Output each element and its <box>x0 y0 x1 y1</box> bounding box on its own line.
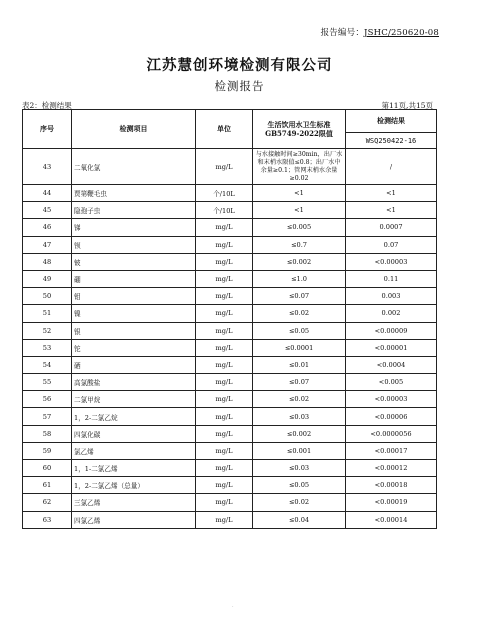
row-result: <0.005 <box>346 374 437 391</box>
row-standard: ≤0.01 <box>253 356 346 373</box>
row-index: 56 <box>23 391 72 408</box>
row-unit: mg/L <box>196 425 253 442</box>
table-row <box>23 356 437 373</box>
row-standard: ≤0.05 <box>253 477 346 494</box>
row-index: 60 <box>23 460 72 477</box>
row-index: 63 <box>23 511 72 528</box>
row-unit: mg/L <box>196 288 253 305</box>
row-result: <1 <box>346 202 437 219</box>
row-result: <0.00012 <box>346 460 437 477</box>
row-unit: 个/10L <box>196 202 253 219</box>
document-title: 检测报告 <box>214 79 265 93</box>
row-unit: mg/L <box>196 149 253 185</box>
row-result: / <box>346 149 437 185</box>
row-result: 0.07 <box>346 236 437 253</box>
row-item: 四氯乙烯 <box>72 511 196 528</box>
row-item: 1，2-二氯乙烯（总量） <box>72 477 196 494</box>
results-body <box>23 149 437 529</box>
row-item: 隐孢子虫 <box>72 202 196 219</box>
row-standard: ≤0.05 <box>253 322 346 339</box>
row-result: 0.003 <box>346 288 437 305</box>
row-item: 镍 <box>72 305 196 322</box>
row-standard: 与水接触时间≥30min，出厂水和末梢水限值≤0.8；出厂水中余量≥0.1；管网末梢水余量≥0.02 <box>253 149 346 185</box>
report-number-label: 报告编号： <box>320 28 365 38</box>
row-index: 55 <box>23 374 72 391</box>
header-item: 检测项目 <box>72 110 196 149</box>
row-result: <0.00006 <box>346 408 437 425</box>
row-index: 53 <box>23 339 72 356</box>
row-item: 二氧化氯 <box>72 149 196 185</box>
row-unit: mg/L <box>196 305 253 322</box>
row-index: 58 <box>23 425 72 442</box>
row-standard: ≤1.0 <box>253 270 346 287</box>
row-standard: ≤0.002 <box>253 253 346 270</box>
row-standard: ≤0.03 <box>253 460 346 477</box>
row-index: 51 <box>23 305 72 322</box>
table-row <box>23 236 437 253</box>
row-item: 四氯化碳 <box>72 425 196 442</box>
row-unit: mg/L <box>196 236 253 253</box>
row-unit: 个/10L <box>196 185 253 202</box>
header-standard-text: 生活饮用水卫生标准 GB5749-2022限值 <box>265 120 333 138</box>
row-result: <0.00019 <box>346 494 437 511</box>
row-index: 52 <box>23 322 72 339</box>
row-result: 0.11 <box>346 270 437 287</box>
table-row <box>23 477 437 494</box>
row-result: <0.0000056 <box>346 425 437 442</box>
row-standard: ≤0.03 <box>253 408 346 425</box>
row-item: 1，2-二氯乙烷 <box>72 408 196 425</box>
table-label: 表2：检测结果 <box>22 101 72 110</box>
row-result: <0.00003 <box>346 253 437 270</box>
row-result: 0.002 <box>346 305 437 322</box>
table-row <box>23 202 437 219</box>
table-row <box>23 219 437 236</box>
row-unit: mg/L <box>196 460 253 477</box>
row-index: 57 <box>23 408 72 425</box>
row-unit: mg/L <box>196 219 253 236</box>
table-row <box>23 425 437 442</box>
row-index: 50 <box>23 288 72 305</box>
table-row <box>23 288 437 305</box>
row-unit: mg/L <box>196 270 253 287</box>
row-unit: mg/L <box>196 374 253 391</box>
row-unit: mg/L <box>196 356 253 373</box>
row-item: 银 <box>72 322 196 339</box>
table-row <box>23 408 437 425</box>
table-row <box>23 305 437 322</box>
row-standard: ≤0.002 <box>253 425 346 442</box>
row-index: 62 <box>23 494 72 511</box>
row-standard: ≤0.02 <box>253 305 346 322</box>
row-index: 48 <box>23 253 72 270</box>
row-unit: mg/L <box>196 322 253 339</box>
row-standard: ≤0.07 <box>253 288 346 305</box>
row-index: 44 <box>23 185 72 202</box>
header-result: 检测结果 <box>346 110 437 133</box>
table-row <box>23 374 437 391</box>
row-standard: ≤0.02 <box>253 391 346 408</box>
row-result: <1 <box>346 185 437 202</box>
row-result: <0.00017 <box>346 442 437 459</box>
report-number <box>321 26 439 38</box>
row-unit: mg/L <box>196 511 253 528</box>
row-item: 硒 <box>72 356 196 373</box>
row-item: 钼 <box>72 288 196 305</box>
row-unit: mg/L <box>196 253 253 270</box>
header-index: 序号 <box>23 110 72 149</box>
row-unit: mg/L <box>196 494 253 511</box>
row-unit: mg/L <box>196 339 253 356</box>
row-item: 三氯乙烯 <box>72 494 196 511</box>
row-index: 54 <box>23 356 72 373</box>
row-result: <0.00018 <box>346 477 437 494</box>
row-standard: ≤0.001 <box>253 442 346 459</box>
row-item: 锑 <box>72 219 196 236</box>
row-unit: mg/L <box>196 477 253 494</box>
row-index: 46 <box>23 219 72 236</box>
report-number-value: JSHC/250620-08 <box>364 28 439 38</box>
row-item: 高氯酸盐 <box>72 374 196 391</box>
company-name: 江苏慧创环境检测有限公司 <box>146 57 333 74</box>
row-item: 氯乙烯 <box>72 442 196 459</box>
row-index: 43 <box>23 149 72 185</box>
row-index: 61 <box>23 477 72 494</box>
row-index: 47 <box>23 236 72 253</box>
row-unit: mg/L <box>196 391 253 408</box>
table-row <box>23 339 437 356</box>
row-result: <0.00014 <box>346 511 437 528</box>
row-item: 钡 <box>72 236 196 253</box>
row-unit: mg/L <box>196 408 253 425</box>
row-standard: ≤0.7 <box>253 236 346 253</box>
table-row <box>23 391 437 408</box>
row-standard: <1 <box>253 202 346 219</box>
row-result: <0.0004 <box>346 356 437 373</box>
row-result: <0.00003 <box>346 391 437 408</box>
row-standard: ≤0.07 <box>253 374 346 391</box>
row-item: 铍 <box>72 253 196 270</box>
row-index: 49 <box>23 270 72 287</box>
header-standard <box>253 110 346 149</box>
row-index: 45 <box>23 202 72 219</box>
row-index: 59 <box>23 442 72 459</box>
row-standard: ≤0.02 <box>253 494 346 511</box>
row-item: 二氯甲烷 <box>72 391 196 408</box>
table-row <box>23 494 437 511</box>
row-standard: ≤0.005 <box>253 219 346 236</box>
header-sample-id: WSQ250422-16 <box>346 133 437 149</box>
table-row <box>23 460 437 477</box>
row-standard: ≤0.04 <box>253 511 346 528</box>
table-row <box>23 442 437 459</box>
table-row <box>23 253 437 270</box>
header-unit: 单位 <box>196 110 253 149</box>
row-standard: ≤0.0001 <box>253 339 346 356</box>
row-item: 铊 <box>72 339 196 356</box>
page-info: 第11页,共15页 <box>381 101 433 110</box>
table-row <box>23 185 437 202</box>
table-row <box>23 270 437 287</box>
row-item: 硼 <box>72 270 196 287</box>
table-row <box>23 511 437 528</box>
results-table <box>22 109 437 529</box>
table-row <box>23 322 437 339</box>
row-item: 1，1-二氯乙烯 <box>72 460 196 477</box>
row-unit: mg/L <box>196 442 253 459</box>
footer-mark: · <box>232 604 234 610</box>
row-result: 0.0007 <box>346 219 437 236</box>
row-item: 贾第鞭毛虫 <box>72 185 196 202</box>
row-standard: <1 <box>253 185 346 202</box>
row-result: <0.00009 <box>346 322 437 339</box>
row-result: <0.00001 <box>346 339 437 356</box>
table-row <box>23 149 437 185</box>
